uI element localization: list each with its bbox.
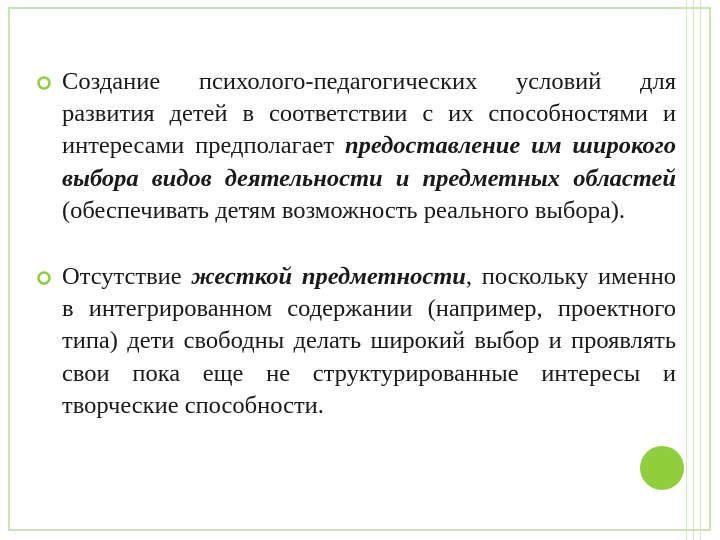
- bullet-text-plain: Отсутствие: [62, 263, 192, 291]
- bullet-text-emphasis: предоставление им широкого выбора видов деятельности и предметных областей: [62, 132, 676, 192]
- bullet-item: [36, 261, 676, 422]
- right-border-line: [686, 0, 687, 540]
- circle-bullet-icon: [36, 66, 62, 96]
- bullet-text: [62, 66, 676, 227]
- bullet-text-plain: Создание психолого-педагогических условий для развития детей в соответствии с их способностями и интересами предполагает: [62, 68, 676, 160]
- bullet-text: [62, 261, 676, 422]
- right-border-line: [693, 0, 694, 540]
- slide-content: [36, 66, 676, 456]
- bullet-text-plain: , поскольку именно в интегрированном содержании (например, проектного типа) дети свободны делать широкий выбор и проявлять свои пока еще не структурированные интересы и творческие способности.: [62, 263, 676, 419]
- bullet-text-emphasis: жесткой предметности: [191, 263, 466, 291]
- right-border-line: [700, 0, 701, 540]
- bullet-item: [36, 66, 676, 227]
- bullet-text-plain: (обеспечивать детям возможность реального выбора).: [62, 196, 625, 224]
- decorative-circle: [640, 446, 684, 490]
- circle-bullet-icon: [36, 261, 62, 291]
